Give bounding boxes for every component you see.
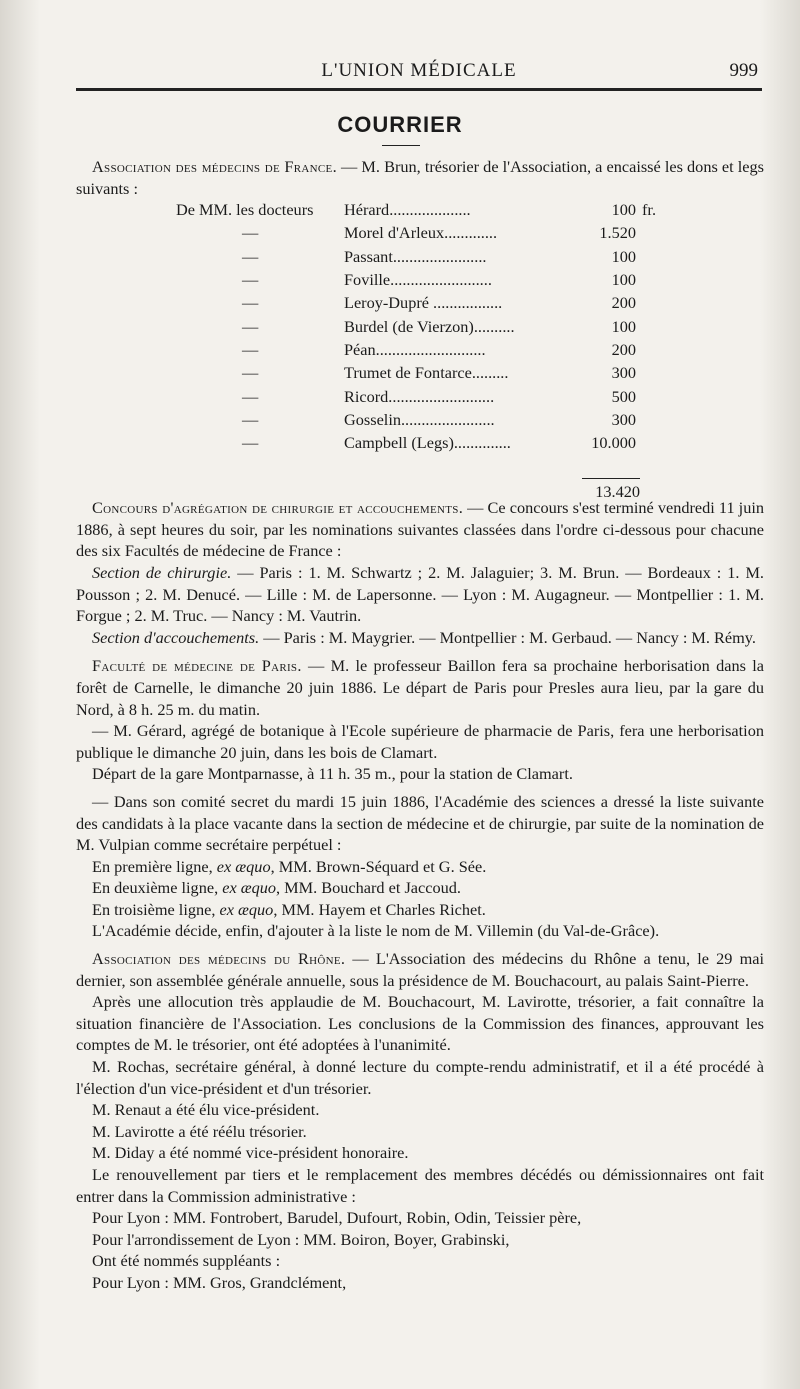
rhone-p10: Ont été nommés suppléants : xyxy=(92,1251,281,1271)
depart-paragraph: Départ de la gare Montparnasse, à 11 h. 35 m., pour la station de Clamart. xyxy=(92,764,573,784)
concours-label: Concours d'agrégation de chirurgie et accouchements. xyxy=(92,498,464,518)
journal-title: L'UNION MÉDICALE xyxy=(321,60,517,81)
chirurgie-label: Section de chirurgie. xyxy=(92,562,232,582)
donor-amount: 500 xyxy=(611,386,636,406)
gerard-paragraph: — M. Gérard, agrégé de botanique à l'Ecole supérieure de pharmacie de Paris, fera une herborisation publique le dimanche 20 juin, dans les bois de Clamart. xyxy=(76,721,764,762)
rhone-p6: M. Diday a été nommé vice-président honoraire. xyxy=(92,1143,409,1163)
line-1-a: En première ligne, xyxy=(92,856,217,876)
donor-row xyxy=(76,362,764,384)
donor-amount: 100 xyxy=(611,200,636,220)
donor-row xyxy=(76,386,764,408)
section-title: COURRIER xyxy=(337,112,463,137)
accouchements-paragraph xyxy=(76,627,764,649)
rhone-p4: M. Renaut a été élu vice-président. xyxy=(92,1100,320,1120)
donor-dash: — xyxy=(242,339,259,359)
donor-row xyxy=(76,339,764,361)
chirurgie-paragraph xyxy=(76,562,764,627)
rhone-p11: Pour Lyon : MM. Gros, Grandclément, xyxy=(92,1272,347,1292)
line-3-a: En troisième ligne, xyxy=(92,899,220,919)
donor-dash: — xyxy=(242,293,259,313)
rhone-text: — L'Association des médecins du Rhône a tenu, le 29 mai dernier, son assemblée générale annuelle, sous la présidence de M. Bouchacourt, au palais Saint-Pierre. xyxy=(76,949,764,990)
line-2-italic: ex æquo xyxy=(222,878,277,898)
donor-row xyxy=(76,222,764,244)
donor-amount: 300 xyxy=(611,409,636,429)
donor-amount: 100 xyxy=(611,270,636,290)
line-1-italic: ex æquo xyxy=(216,856,271,876)
donor-name: Passant....................... xyxy=(344,246,487,266)
rhone-p5: M. Lavirotte a été réélu trésorier. xyxy=(92,1121,307,1141)
total-rule xyxy=(582,478,640,479)
academie-line-1 xyxy=(76,856,764,878)
academie-paragraph: — Dans son comité secret du mardi 15 juin 1886, l'Académie des sciences a dressé la liste suivante des candidats à la place vacante dans la section de médecine et de chirurgie, par suite de la nomination de M. Vulpian comme secrétaire perpétuel : xyxy=(76,791,764,855)
line-1-b: , MM. Brown-Séquard et G. Sée. xyxy=(270,856,487,876)
line-3-italic: ex æquo xyxy=(219,899,274,919)
assoc-paragraph xyxy=(76,156,764,199)
donor-dash: — xyxy=(242,223,259,243)
rhone-p3: M. Rochas, secrétaire général, à donné lecture du compte-rendu administratif, et il a été procédé à l'élection d'un vice-président et d'un trésorier. xyxy=(76,1057,764,1098)
donor-amount: 10.000 xyxy=(591,433,636,453)
donor-name: Gosselin....................... xyxy=(344,409,495,429)
faculte-label: Faculté de médecine de Paris. xyxy=(92,656,302,676)
donor-row xyxy=(76,409,764,431)
page-number: 999 xyxy=(729,60,758,81)
donor-amount: 200 xyxy=(611,293,636,313)
donor-name: Foville......................... xyxy=(344,270,492,290)
rhone-p7: Le renouvellement par tiers et le remplacement des membres décédés ou démissionnaires ont fait entrer dans la Commission administrative : xyxy=(76,1165,764,1206)
academie-line-4: L'Académie décide, enfin, d'ajouter à la liste le nom de M. Villemin (du Val-de-Grâce). xyxy=(92,921,660,941)
faculte-text: — M. le professeur Baillon fera sa prochaine herborisation dans la forêt de Carnelle, le dimanche 20 juin 1886. Le départ de Paris pour Presles aura lieu, par la gare du Nord, à 8 h. 25 m. du matin. xyxy=(76,656,765,719)
faculte-paragraph xyxy=(76,655,764,720)
donor-name: Leroy-Dupré ................. xyxy=(344,293,503,313)
donor-name: Ricord.......................... xyxy=(344,386,495,406)
rhone-label: Association des médecins du Rhône. xyxy=(92,949,346,969)
donor-amount: 100 xyxy=(611,316,636,336)
academie-line-3 xyxy=(76,899,764,921)
concours-text: — Ce concours s'est terminé vendredi 11 juin 1886, à sept heures du soir, par les nominations suivantes classées dans l'ordre ci-dessous pour chacune des six Facultés de médecine de France : xyxy=(76,498,765,561)
donor-row xyxy=(76,246,764,268)
rhone-paragraph xyxy=(76,948,764,991)
donor-dash: — xyxy=(242,246,259,266)
donor-list xyxy=(76,199,764,502)
donor-dash: — xyxy=(242,409,259,429)
donor-amount: 1.520 xyxy=(599,223,636,243)
accouchements-text: — Paris : M. Maygrier. — Montpellier : M. Gerbaud. — Nancy : M. Rémy. xyxy=(259,627,756,647)
donor-dash: — xyxy=(242,316,259,336)
donor-dash: — xyxy=(242,270,259,290)
donor-name: Hérard.................... xyxy=(344,200,471,220)
donor-dash: — xyxy=(242,363,259,383)
line-2-a: En deuxième ligne, xyxy=(92,878,223,898)
donor-name: Campbell (Legs).............. xyxy=(344,433,511,453)
donor-row xyxy=(76,292,764,314)
donor-row xyxy=(76,199,764,221)
article-body xyxy=(76,156,764,1294)
donor-name: Trumet de Fontarce......... xyxy=(344,363,509,383)
donor-amount: 300 xyxy=(611,363,636,383)
rhone-p8: Pour Lyon : MM. Fontrobert, Barudel, Dufourt, Robin, Odin, Teissier père, xyxy=(92,1208,582,1228)
donor-name: Péan........................... xyxy=(344,339,486,359)
donor-dash: — xyxy=(242,433,259,453)
donation-total: 13.420 xyxy=(595,482,640,502)
donor-amount: 200 xyxy=(611,339,636,359)
rhone-p2: Après une allocution très applaudie de M. Bouchacourt, M. Lavirotte, trésorier, a fait connaître la situation financière de l'Association. Les conclusions de la Commission des finances, approuvant les comptes de M. le trésorier, ont été adoptées à l'unanimité. xyxy=(76,992,764,1055)
line-3-b: , MM. Hayem et Charles Richet. xyxy=(273,899,486,919)
donor-row xyxy=(76,432,764,454)
donor-amount: 100 xyxy=(611,246,636,266)
assoc-text: — M. Brun, trésorier de l'Association, a encaissé les dons et legs suivants : xyxy=(76,157,764,198)
donor-row xyxy=(76,316,764,338)
donor-list-intro: De MM. les docteurs xyxy=(176,200,314,220)
donor-name: Morel d'Arleux............. xyxy=(344,223,498,243)
donor-row xyxy=(76,269,764,291)
assoc-label: Association des médecins de France. xyxy=(92,157,337,176)
line-2-b: , MM. Bouchard et Jaccoud. xyxy=(276,878,461,898)
donor-unit: fr. xyxy=(642,200,657,220)
concours-paragraph xyxy=(76,497,764,562)
accouchements-label: Section d'accouchements. xyxy=(92,627,260,647)
title-rule xyxy=(382,145,420,146)
donor-name: Burdel (de Vierzon).......... xyxy=(344,316,515,336)
academie-line-2 xyxy=(76,877,764,899)
rhone-p9: Pour l'arrondissement de Lyon : MM. Boiron, Boyer, Grabinski, xyxy=(92,1229,510,1249)
running-header xyxy=(76,58,762,91)
chirurgie-text: — Paris : 1. M. Schwartz ; 2. M. Jalaguier; 3. M. Brun. — Bordeaux : 1. M. Pousson ; 2. M. Denucé. — Lille : M. de Lapersonne. — Lyon : M. Augagneur. — Montpellier : 1. M. Forgue ; 2. M. Truc. — Nancy : M. Vautrin. xyxy=(76,562,764,626)
donor-dash: — xyxy=(242,386,259,406)
